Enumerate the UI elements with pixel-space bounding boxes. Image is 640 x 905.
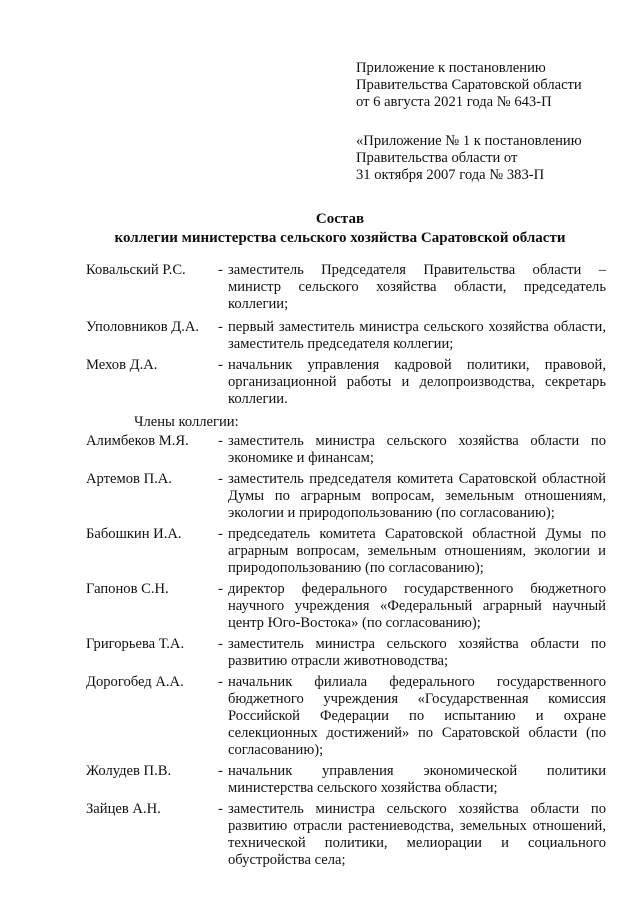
title-line-1: Состав: [315, 211, 365, 227]
member-name: Мехов Д.А.: [86, 357, 158, 373]
document-title: [0, 210, 640, 248]
list-item: [86, 262, 606, 313]
list-item: [86, 674, 606, 759]
list-item: [86, 636, 606, 670]
list-item: [86, 763, 606, 797]
member-dash: -: [218, 674, 223, 690]
member-list: [86, 262, 606, 873]
header-gap: [356, 111, 626, 133]
document-header: [356, 60, 626, 184]
member-dash: -: [218, 262, 223, 278]
member-role: заместитель министра сельского хозяйства области по развитию отрасли животноводства;: [228, 636, 606, 669]
header-line: Правительства Саратовской области: [356, 77, 582, 93]
member-dash: -: [218, 763, 223, 779]
header-line: Приложение к постановлению: [356, 60, 546, 76]
member-role: заместитель министра сельского хозяйства области по развитию отрасли растениеводства, земельных отношений, технической политики, мелиорации и социального обустройства села;: [228, 801, 606, 868]
member-role: начальник управления экономической политики министерства сельского хозяйства области;: [228, 763, 606, 796]
header-line: «Приложение № 1 к постановлению: [356, 133, 582, 149]
members-section-label: Члены коллегии:: [134, 414, 239, 430]
member-dash: -: [218, 526, 223, 542]
member-name: Артемов П.А.: [86, 471, 172, 487]
member-dash: -: [218, 471, 223, 487]
member-name: Григорьева Т.А.: [86, 636, 185, 652]
member-role: заместитель председателя комитета Саратовской областной Думы по аграрным вопросам, земельным отношениям, экологии и природопользованию (по согласованию);: [228, 471, 606, 521]
header-line: 31 октября 2007 года № 383-П: [356, 167, 545, 183]
member-name: Алимбеков М.Я.: [86, 433, 189, 449]
member-role: начальник управления кадровой политики, правовой, организационной работы и делопроизводства, секретарь коллегии.: [228, 357, 606, 407]
member-dash: -: [218, 357, 223, 373]
member-dash: -: [218, 801, 223, 817]
header-line: от 6 августа 2021 года № 643-П: [356, 94, 552, 110]
list-item: [86, 526, 606, 577]
member-role: заместитель Председателя Правительства области – министр сельского хозяйства области, председатель коллегии;: [228, 262, 606, 312]
member-name: Жолудев П.В.: [86, 763, 172, 779]
member-role: директор федерального государственного бюджетного научного учреждения «Федеральный аграрный научный центр Юго-Востока» (по согласованию);: [228, 581, 606, 631]
member-name: Ковальский Р.С.: [86, 262, 186, 278]
list-item: [86, 319, 606, 353]
member-name: Дорогобед А.А.: [86, 674, 184, 690]
title-line-2: коллегии министерства сельского хозяйства Саратовской области: [114, 230, 566, 246]
list-item: [86, 433, 606, 467]
member-role: начальник филиала федерального государственного бюджетного учреждения «Государственная комиссия Российской Федерации по испытанию и охране селекционных достижений» по Саратовской области (по согласованию);: [228, 674, 606, 758]
member-role: председатель комитета Саратовской областной Думы по аграрным вопросам, земельным отношениям, экологии и природопользованию (по согласованию);: [228, 526, 606, 576]
list-item: [86, 581, 606, 632]
member-role: заместитель министра сельского хозяйства области по экономике и финансам;: [228, 433, 606, 466]
member-dash: -: [218, 433, 223, 449]
member-name: Зайцев А.Н.: [86, 801, 161, 817]
member-role: первый заместитель министра сельского хозяйства области, заместитель председателя коллегии;: [228, 319, 606, 352]
member-dash: -: [218, 581, 223, 597]
list-item: [86, 801, 606, 869]
member-name: Гапонов С.Н.: [86, 581, 169, 597]
member-dash: -: [218, 636, 223, 652]
member-name: Бабошкин И.А.: [86, 526, 182, 542]
header-line: Правительства области от: [356, 150, 518, 166]
member-name: Уполовников Д.А.: [86, 319, 200, 335]
member-dash: -: [218, 319, 223, 335]
list-item: [86, 357, 606, 408]
list-item: [86, 471, 606, 522]
